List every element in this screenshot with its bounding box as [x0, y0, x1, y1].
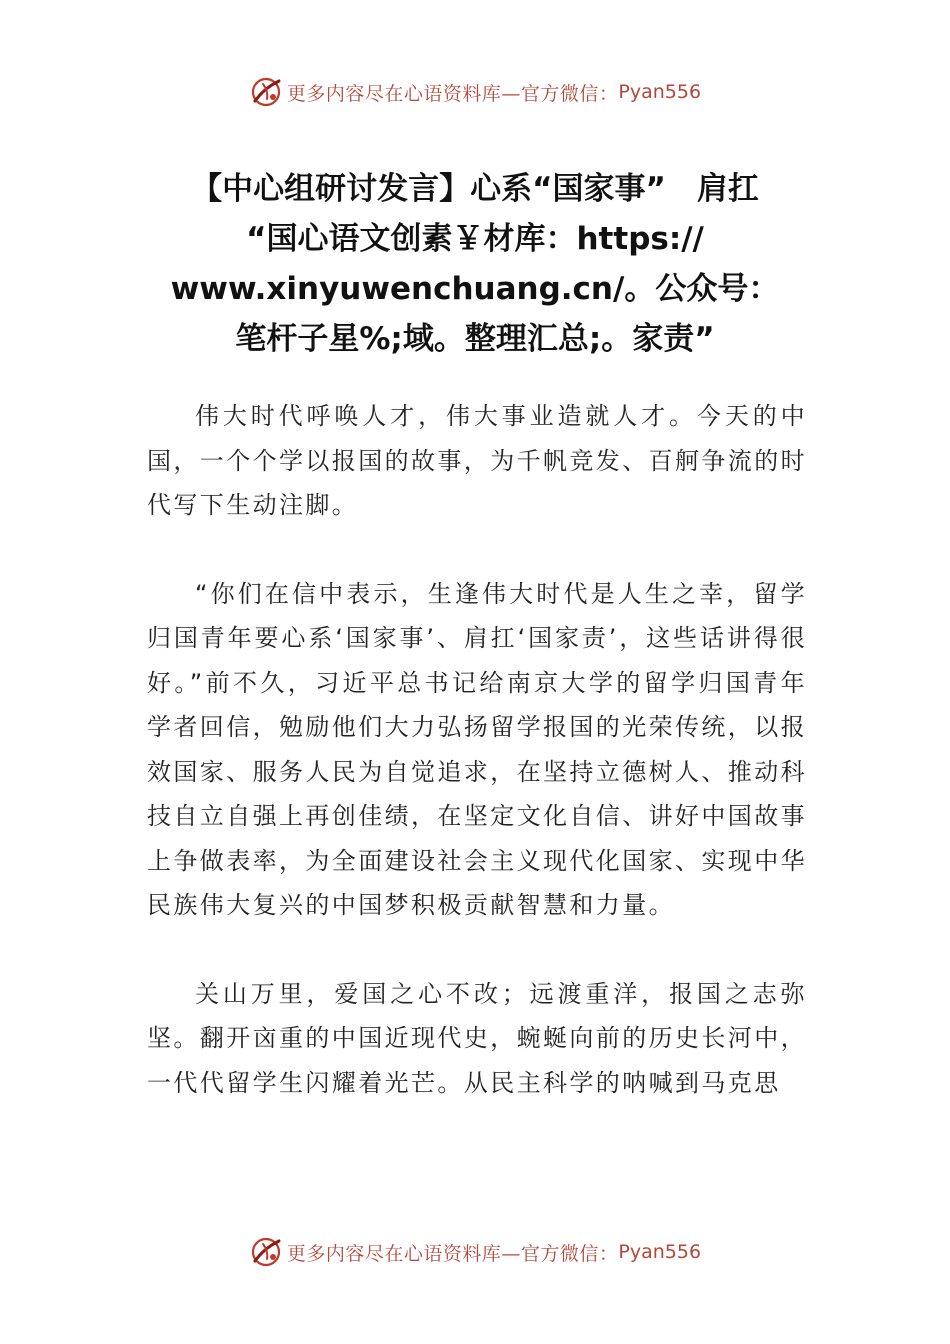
body-paragraph: “你们在信中表示，生逢伟大时代是人生之幸，留学归国青年要心系‘国家事’、肩扛‘国家责’，这些话讲得很好。”前不久，习近平总书记给南京大学的留学归国青年学者回信，勉励他们大力弘扬留学报国的光荣传统，以报效国家、服务人民为自觉追求，在坚持立德树人、推动科技自立自强上再创佳绩，在坚定文化自信、讲好中国故事上争做表率，为全面建设社会主义现代化国家、实现中华民族伟大复兴的中国梦积极贡献智慧和力量。 — [147, 579, 807, 919]
title-line: “国心语文创素￥材库：https:// — [246, 221, 704, 257]
document-body — [147, 394, 807, 1149]
banner-wechat-account: Pyan556 — [618, 81, 702, 103]
header-watermark-banner — [0, 72, 950, 112]
body-paragraph: 关山万里，爱国之心不改；远渡重洋，报国之志弥坚。翻开㐫重的中国近现代史，蜿蜒向前的历史长河中，一代代留学生闪耀着光芒。从民主科学的呐喊到马克思 — [147, 979, 807, 1097]
brand-logo-icon — [249, 75, 283, 109]
brand-logo-icon — [249, 1235, 283, 1269]
title-line: www.xinyuwenchuang.cn/。公众号： — [170, 271, 780, 307]
body-paragraph: 伟大时代呼唤人才，伟大事业造就人才。今天的中国，一个个学以报国的故事，为千帆竞发、百舸争流的时代写下生动注脚。 — [147, 402, 807, 519]
title-line: 【中心组研讨发言】心系“国家事” 肩扛 — [191, 171, 759, 207]
banner-text: 更多内容尽在心语资料库—官方微信： — [286, 82, 619, 105]
document-title — [110, 164, 840, 364]
title-line: 笔杆子星%;域。整理汇总;。家责” — [235, 321, 715, 357]
footer-watermark-banner — [0, 1232, 950, 1272]
banner-wechat-account: Pyan556 — [618, 1241, 702, 1263]
banner-text: 更多内容尽在心语资料库—官方微信： — [286, 1242, 619, 1265]
